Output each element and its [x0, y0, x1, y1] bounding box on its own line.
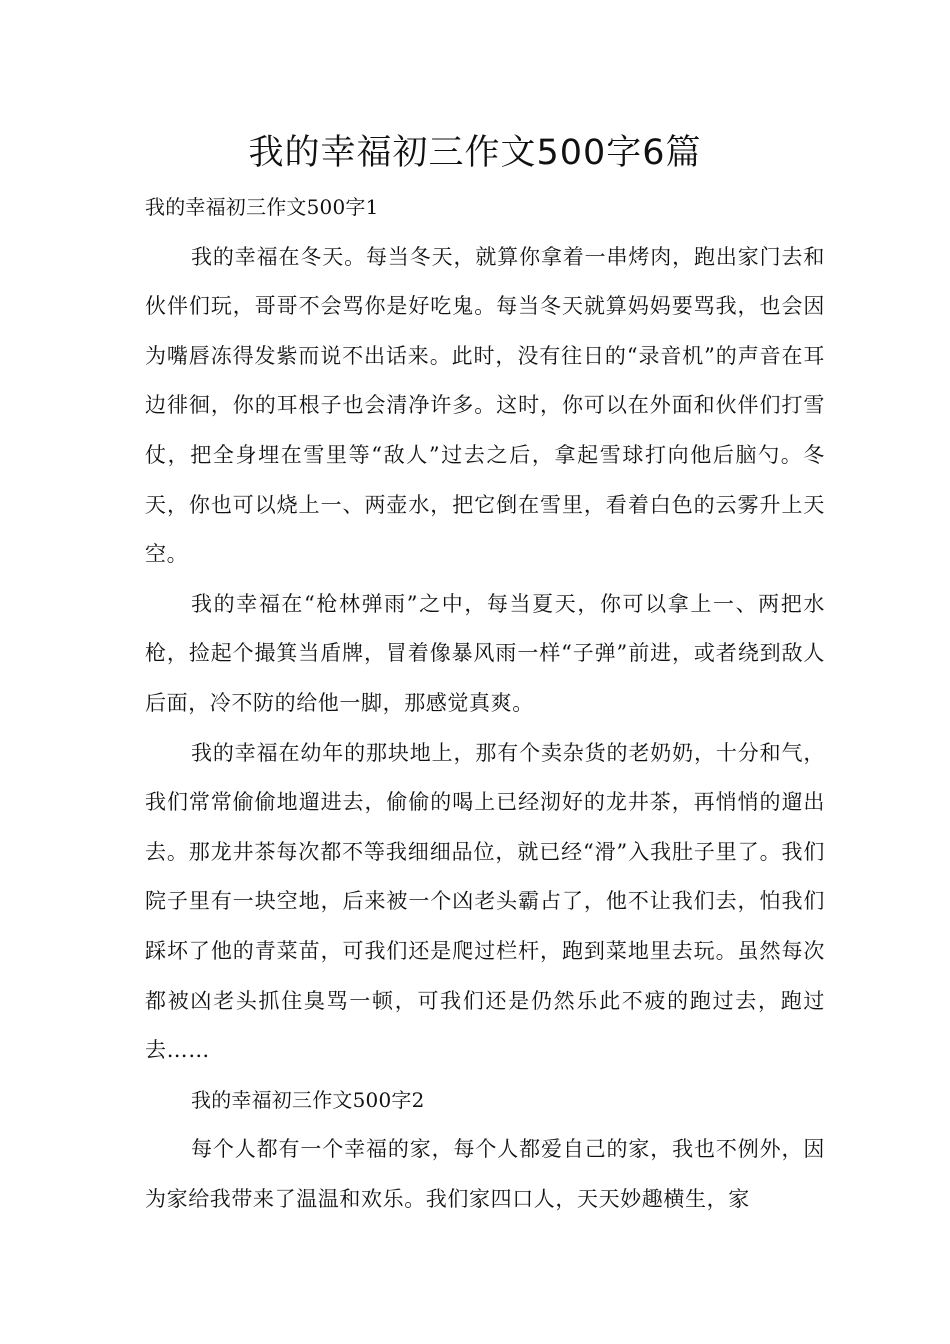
document-title: 我的幸福初三作文500字6篇: [248, 133, 702, 173]
document-body: [145, 183, 825, 1224]
paragraph: 我的幸福在幼年的那块地上，那有个卖杂货的老奶奶，十分和气，我们常常偷偷地遛进去，偷偷的喝上已经沏好的龙井茶，再悄悄的遛出去。那龙井茶每次都不等我细细品位，就已经“滑”入我肚子里了。我们院子里有一块空地，后来被一个凶老头霸占了，他不让我们去，怕我们踩坏了他的青菜苗，可我们还是爬过栏杆，跑到菜地里去玩。虽然每次都被凶老头抓住臭骂一顿，可我们还是仍然乐此不疲的跑过去，跑过去……: [145, 740, 825, 1063]
section-heading-2: 我的幸福初三作文500字2: [191, 1087, 425, 1112]
paragraph: 我的幸福在冬天。每当冬天，就算你拿着一串烤肉，跑出家门去和伙伴们玩，哥哥不会骂你是好吃鬼。每当冬天就算妈妈要骂我，也会因为嘴唇冻得发紫而说不出话来。此时，没有往日的“录音机”的声音在耳边徘徊，你的耳根子也会清净许多。这时，你可以在外面和伙伴们打雪仗，把全身埋在雪里等“敌人”过去之后，拿起雪球打向他后脑勺。冬天，你也可以烧上一、两壶水，把它倒在雪里，看着白色的云雾升上天空。: [145, 244, 825, 567]
paragraph: 每个人都有一个幸福的家，每个人都爱自己的家，我也不例外，因为家给我带来了温温和欢乐。我们家四口人，天天妙趣横生，家: [145, 1137, 825, 1211]
paragraph: 我的幸福在“枪林弹雨”之中，每当夏天，你可以拿上一、两把水枪，捡起个撮箕当盾牌，冒着像暴风雨一样“子弹”前进，或者绕到敌人后面，冷不防的给他一脚，那感觉真爽。: [145, 591, 825, 715]
section-heading-1: 我的幸福初三作文500字1: [145, 195, 379, 219]
